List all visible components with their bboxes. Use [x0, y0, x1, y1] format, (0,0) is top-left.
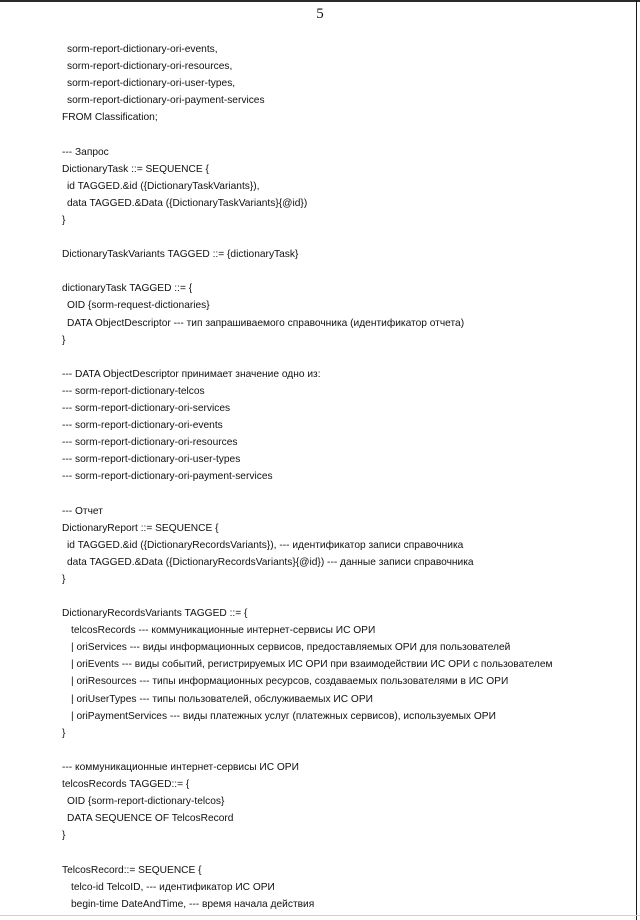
blank-line [62, 263, 622, 280]
text-line: } [62, 830, 66, 842]
text-line: data TAGGED.&Data ({DictionaryTaskVariants}{@id}) [67, 197, 308, 209]
text-line: --- sorm-report-dictionary-ori-user-types [62, 454, 241, 466]
text-line: --- Запрос [62, 146, 109, 158]
text-line: OID {sorm-request-dictionaries} [67, 300, 210, 312]
text-line: id TAGGED.&id ({DictionaryTaskVariants}), [67, 180, 260, 192]
page-number: 5 [316, 6, 324, 22]
text-line: --- DATA ObjectDescriptor принимает значение одно из: [62, 368, 321, 380]
text-line: --- sorm-report-dictionary-ori-payment-services [62, 471, 273, 483]
asn1-code-listing [62, 41, 622, 913]
text-line: | oriUserTypes --- типы пользователей, обслуживаемых ИС ОРИ [71, 693, 373, 705]
text-line: DictionaryTask ::= SEQUENCE { [62, 163, 209, 175]
text-line: sorm-report-dictionary-ori-user-types, [67, 78, 236, 90]
text-line: --- sorm-report-dictionary-telcos [62, 385, 205, 397]
text-line: telcosRecords TAGGED::= { [62, 779, 190, 791]
text-line: } [62, 573, 66, 585]
text-line: --- коммуникационные интернет-сервисы ИС ОРИ [62, 761, 299, 773]
scan-edge-top [0, 0, 640, 2]
text-line: data TAGGED.&Data ({DictionaryRecordsVariants}{@id}) --- данные записи справочника [67, 556, 474, 568]
blank-line [62, 229, 622, 246]
text-line: } [62, 334, 66, 346]
text-line: DictionaryTaskVariants TAGGED ::= {dictionaryTask} [62, 249, 299, 261]
text-line: sorm-report-dictionary-ori-resources, [67, 61, 233, 73]
text-line: --- sorm-report-dictionary-ori-events [62, 420, 223, 432]
text-line: } [62, 214, 66, 226]
text-line: | oriPaymentServices --- виды платежных услуг (платежных сервисов), используемых ОРИ [71, 710, 496, 722]
blank-line [62, 588, 622, 605]
text-line: DATA SEQUENCE OF TelcosRecord [67, 813, 234, 825]
text-line: DictionaryReport ::= SEQUENCE { [62, 522, 219, 534]
text-line: telcosRecords --- коммуникационные интернет-сервисы ИС ОРИ [71, 625, 376, 637]
text-line: id TAGGED.&id ({DictionaryRecordsVariants}), --- идентификатор записи справочника [67, 539, 464, 551]
blank-line [62, 844, 622, 861]
text-line: sorm-report-dictionary-ori-events, [67, 44, 218, 55]
text-line: OID {sorm-report-dictionary-telcos} [67, 796, 225, 808]
text-line: | oriResources --- типы информационных ресурсов, создаваемых пользователями в ИС ОРИ [71, 676, 509, 688]
text-line: --- sorm-report-dictionary-ori-services [62, 402, 231, 414]
text-line: telco-id TelcoID, --- идентификатор ИС ОРИ [71, 881, 275, 893]
text-line: DictionaryRecordsVariants TAGGED ::= { [62, 608, 248, 620]
text-line: --- sorm-report-dictionary-ori-resources [62, 437, 238, 449]
text-line: begin-time DateAndTime, --- время начала действия [71, 898, 315, 910]
scan-edge-bottom [0, 915, 640, 916]
text-line: | oriEvents --- виды событий, регистрируемых ИС ОРИ при взаимодействии ИС ОРИ с пользователем [71, 659, 553, 671]
text-line: FROM Classification; [62, 112, 158, 124]
text-line: dictionaryTask TAGGED ::= { [62, 283, 193, 295]
text-line: --- Отчет [62, 505, 103, 517]
text-line: } [62, 727, 66, 739]
blank-line [62, 485, 622, 502]
blank-line [62, 742, 622, 759]
text-line: | oriServices --- виды информационных сервисов, предоставляемых ОРИ для пользователей [71, 642, 511, 654]
blank-line [62, 126, 622, 143]
text-line: DATA ObjectDescriptor --- тип запрашиваемого справочника (идентификатор отчета) [67, 317, 465, 329]
text-line: sorm-report-dictionary-ori-payment-services [67, 95, 265, 107]
text-line: TelcosRecord::= SEQUENCE { [62, 864, 202, 876]
scan-edge-right [636, 0, 637, 920]
blank-line [62, 349, 622, 366]
